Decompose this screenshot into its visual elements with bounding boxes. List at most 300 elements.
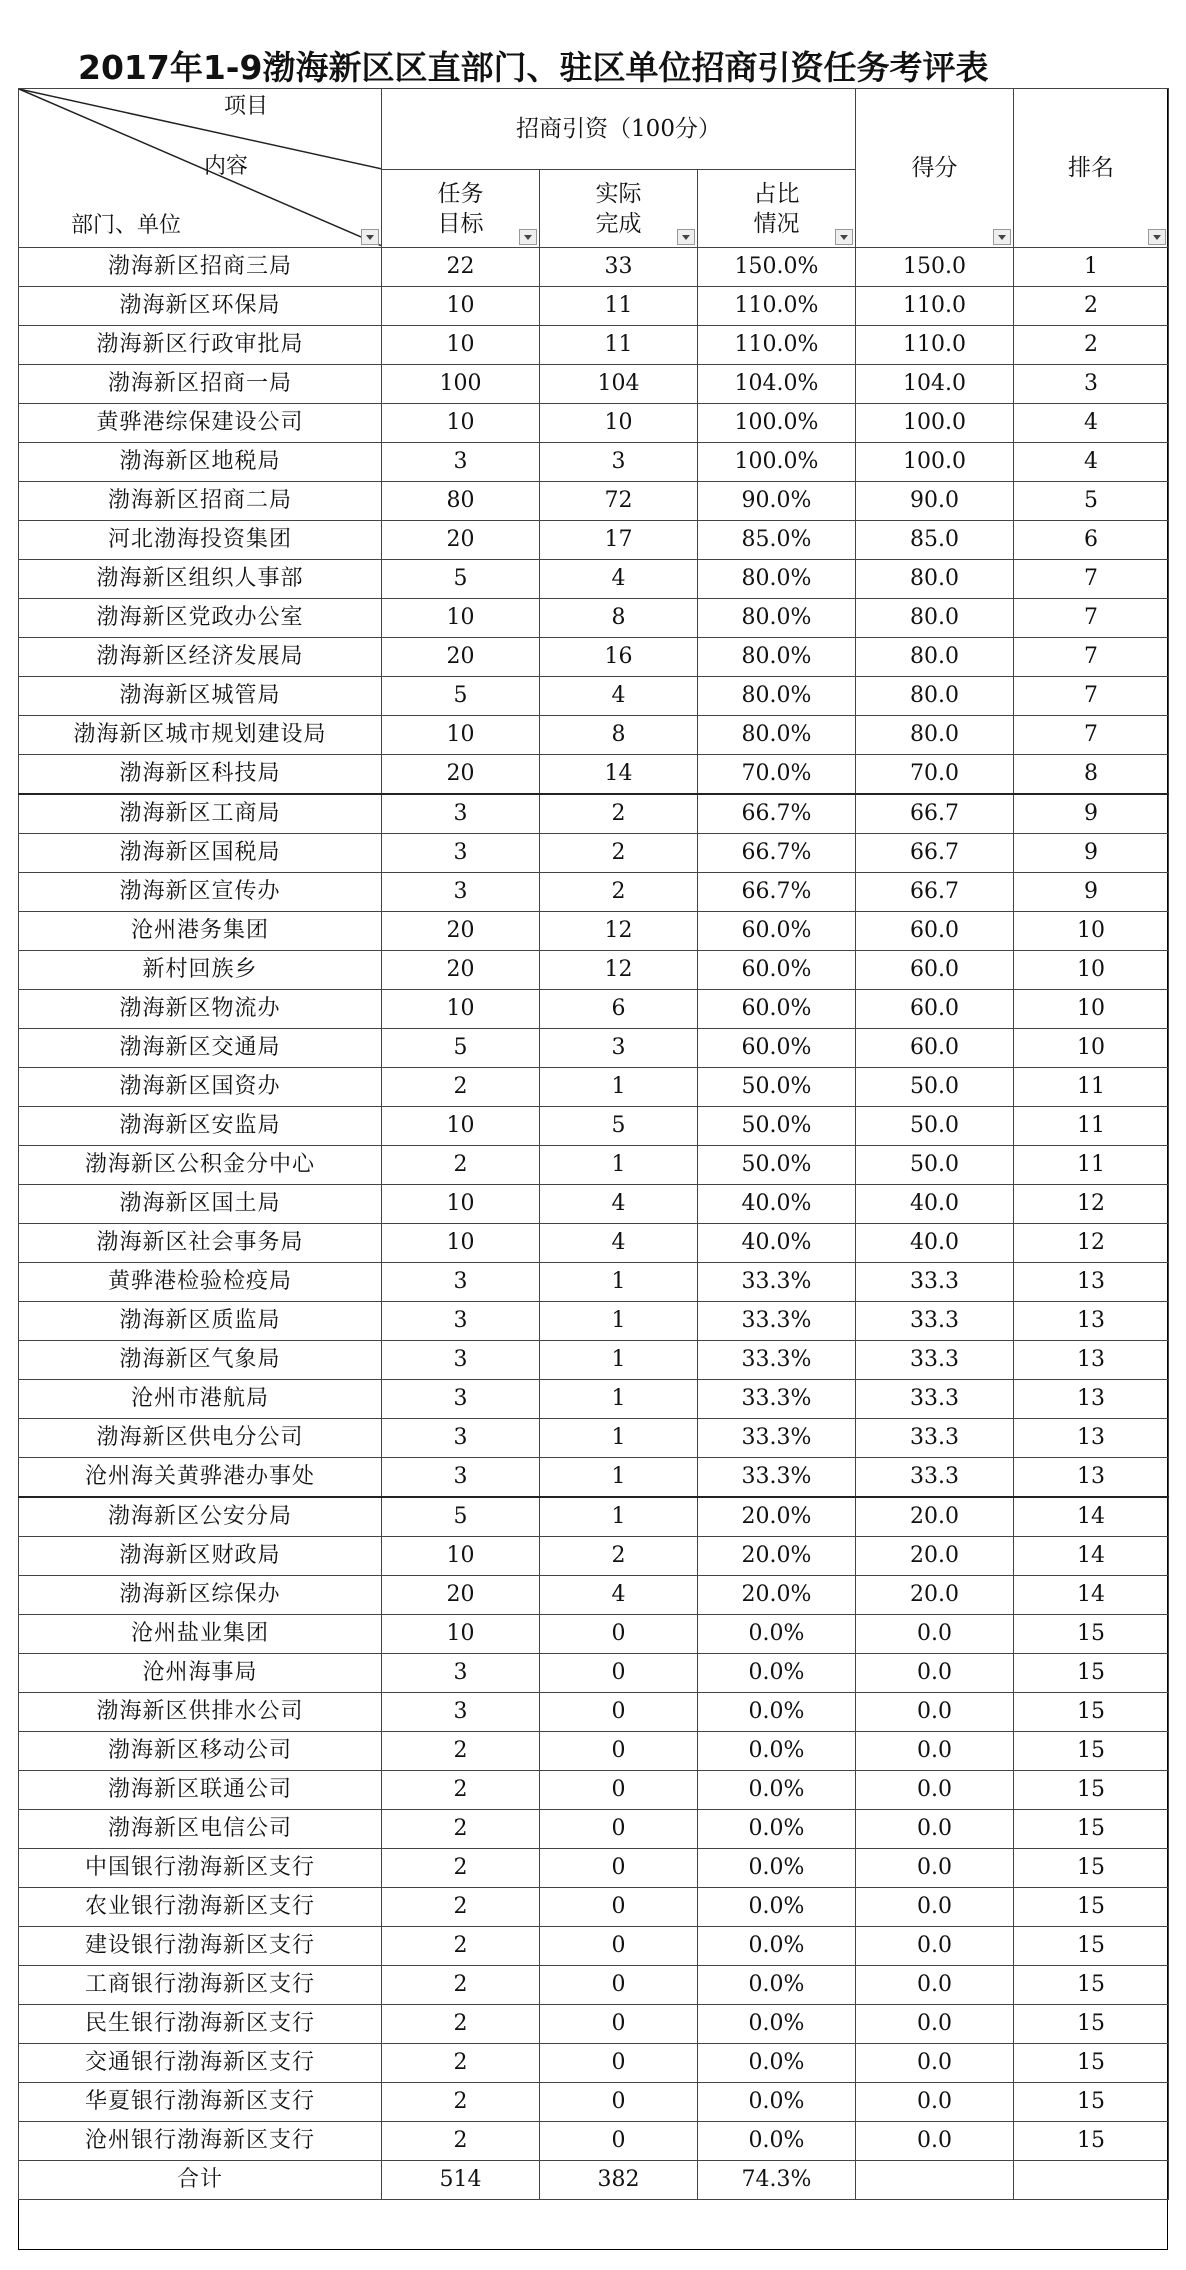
cell-score: 20.0 xyxy=(856,1537,1014,1576)
actual-header: 实际 完成 xyxy=(540,170,698,248)
table-row xyxy=(19,794,1169,834)
table-row xyxy=(19,990,1169,1029)
cell-target: 20 xyxy=(382,912,540,951)
cell-name: 渤海新区移动公司 xyxy=(19,1732,382,1771)
table-row xyxy=(19,1654,1169,1693)
table-row xyxy=(19,1458,1169,1498)
cell-actual: 1 xyxy=(540,1302,698,1341)
cell-actual: 0 xyxy=(540,1927,698,1966)
cell-target: 3 xyxy=(382,1341,540,1380)
table-body xyxy=(19,248,1169,2200)
ratio-header: 占比 情况 xyxy=(698,170,856,248)
cell-name: 渤海新区供电分公司 xyxy=(19,1419,382,1458)
table-row xyxy=(19,1146,1169,1185)
cell-target: 10 xyxy=(382,1224,540,1263)
cell-score: 60.0 xyxy=(856,990,1014,1029)
cell-score: 33.3 xyxy=(856,1341,1014,1380)
cell-score: 66.7 xyxy=(856,794,1014,834)
cell-ratio: 0.0% xyxy=(698,1771,856,1810)
filter-dropdown-icon[interactable] xyxy=(835,229,853,245)
cell-ratio: 0.0% xyxy=(698,1849,856,1888)
cell-rank: 12 xyxy=(1014,1185,1169,1224)
cell-actual: 3 xyxy=(540,1029,698,1068)
cell-actual: 3 xyxy=(540,443,698,482)
cell-name: 渤海新区国税局 xyxy=(19,834,382,873)
cell-target: 2 xyxy=(382,1849,540,1888)
cell-ratio: 0.0% xyxy=(698,1966,856,2005)
cell-target: 3 xyxy=(382,1380,540,1419)
cell-score: 0.0 xyxy=(856,1771,1014,1810)
cell-rank: 13 xyxy=(1014,1380,1169,1419)
total-cell-score xyxy=(856,2161,1014,2200)
cell-name: 华夏银行渤海新区支行 xyxy=(19,2083,382,2122)
cell-score: 50.0 xyxy=(856,1068,1014,1107)
cell-name: 民生银行渤海新区支行 xyxy=(19,2005,382,2044)
cell-rank: 15 xyxy=(1014,1888,1169,1927)
diagonal-header-cell xyxy=(19,89,382,248)
cell-name: 渤海新区城管局 xyxy=(19,677,382,716)
cell-ratio: 33.3% xyxy=(698,1458,856,1498)
cell-score: 60.0 xyxy=(856,912,1014,951)
cell-rank: 13 xyxy=(1014,1419,1169,1458)
cell-score: 104.0 xyxy=(856,365,1014,404)
cell-name: 渤海新区公积金分中心 xyxy=(19,1146,382,1185)
cell-ratio: 110.0% xyxy=(698,287,856,326)
cell-ratio: 60.0% xyxy=(698,912,856,951)
cell-target: 3 xyxy=(382,1263,540,1302)
table-row xyxy=(19,599,1169,638)
cell-score: 0.0 xyxy=(856,2044,1014,2083)
cell-actual: 8 xyxy=(540,716,698,755)
cell-score: 0.0 xyxy=(856,1732,1014,1771)
table-row xyxy=(19,2044,1169,2083)
table-row xyxy=(19,951,1169,990)
cell-ratio: 0.0% xyxy=(698,1927,856,1966)
cell-rank: 2 xyxy=(1014,326,1169,365)
table-row xyxy=(19,1927,1169,1966)
cell-ratio: 20.0% xyxy=(698,1497,856,1537)
cell-name: 渤海新区行政审批局 xyxy=(19,326,382,365)
cell-target: 3 xyxy=(382,1302,540,1341)
cell-score: 90.0 xyxy=(856,482,1014,521)
cell-ratio: 100.0% xyxy=(698,404,856,443)
cell-name: 渤海新区气象局 xyxy=(19,1341,382,1380)
table-row xyxy=(19,716,1169,755)
cell-score: 110.0 xyxy=(856,287,1014,326)
cell-target: 2 xyxy=(382,2005,540,2044)
cell-ratio: 40.0% xyxy=(698,1185,856,1224)
cell-ratio: 60.0% xyxy=(698,951,856,990)
table-row xyxy=(19,1771,1169,1810)
cell-rank: 7 xyxy=(1014,638,1169,677)
cell-actual: 11 xyxy=(540,326,698,365)
cell-target: 10 xyxy=(382,599,540,638)
table-row xyxy=(19,677,1169,716)
cell-ratio: 33.3% xyxy=(698,1419,856,1458)
table-row xyxy=(19,365,1169,404)
cell-rank: 8 xyxy=(1014,755,1169,795)
cell-score: 0.0 xyxy=(856,2122,1014,2161)
cell-ratio: 0.0% xyxy=(698,1732,856,1771)
cell-name: 沧州银行渤海新区支行 xyxy=(19,2122,382,2161)
cell-score: 33.3 xyxy=(856,1419,1014,1458)
cell-target: 20 xyxy=(382,1576,540,1615)
cell-ratio: 0.0% xyxy=(698,2005,856,2044)
cell-ratio: 90.0% xyxy=(698,482,856,521)
filter-dropdown-icon[interactable] xyxy=(519,229,537,245)
cell-name: 渤海新区联通公司 xyxy=(19,1771,382,1810)
cell-name: 沧州港务集团 xyxy=(19,912,382,951)
cell-actual: 10 xyxy=(540,404,698,443)
cell-target: 100 xyxy=(382,365,540,404)
cell-actual: 4 xyxy=(540,1185,698,1224)
cell-actual: 1 xyxy=(540,1068,698,1107)
cell-rank: 15 xyxy=(1014,2005,1169,2044)
cell-actual: 0 xyxy=(540,1810,698,1849)
cell-rank: 15 xyxy=(1014,1732,1169,1771)
cell-target: 10 xyxy=(382,1615,540,1654)
cell-target: 2 xyxy=(382,1068,540,1107)
cell-ratio: 80.0% xyxy=(698,677,856,716)
cell-actual: 2 xyxy=(540,834,698,873)
cell-score: 100.0 xyxy=(856,404,1014,443)
table-row xyxy=(19,1693,1169,1732)
cell-rank: 15 xyxy=(1014,1693,1169,1732)
cell-target: 20 xyxy=(382,755,540,795)
cell-score: 33.3 xyxy=(856,1263,1014,1302)
cell-target: 80 xyxy=(382,482,540,521)
cell-ratio: 33.3% xyxy=(698,1380,856,1419)
cell-actual: 1 xyxy=(540,1341,698,1380)
cell-actual: 4 xyxy=(540,1224,698,1263)
cell-actual: 4 xyxy=(540,677,698,716)
cell-name: 渤海新区供排水公司 xyxy=(19,1693,382,1732)
cell-rank: 7 xyxy=(1014,560,1169,599)
cell-actual: 12 xyxy=(540,912,698,951)
target-header: 任务 目标 xyxy=(382,170,540,248)
cell-target: 10 xyxy=(382,990,540,1029)
cell-rank: 10 xyxy=(1014,1029,1169,1068)
cell-rank: 12 xyxy=(1014,1224,1169,1263)
table-row xyxy=(19,638,1169,677)
cell-ratio: 104.0% xyxy=(698,365,856,404)
cell-actual: 33 xyxy=(540,248,698,287)
cell-actual: 8 xyxy=(540,599,698,638)
cell-target: 10 xyxy=(382,716,540,755)
cell-name: 渤海新区地税局 xyxy=(19,443,382,482)
cell-actual: 1 xyxy=(540,1497,698,1537)
table-row xyxy=(19,404,1169,443)
cell-ratio: 100.0% xyxy=(698,443,856,482)
cell-target: 5 xyxy=(382,1497,540,1537)
cell-rank: 6 xyxy=(1014,521,1169,560)
cell-rank: 11 xyxy=(1014,1107,1169,1146)
cell-rank: 4 xyxy=(1014,404,1169,443)
cell-ratio: 0.0% xyxy=(698,1654,856,1693)
table-row xyxy=(19,287,1169,326)
cell-score: 80.0 xyxy=(856,560,1014,599)
cell-actual: 12 xyxy=(540,951,698,990)
table-row xyxy=(19,1966,1169,2005)
cell-target: 3 xyxy=(382,1419,540,1458)
cell-score: 110.0 xyxy=(856,326,1014,365)
cell-actual: 2 xyxy=(540,794,698,834)
cell-name: 渤海新区科技局 xyxy=(19,755,382,795)
cell-rank: 15 xyxy=(1014,1849,1169,1888)
cell-target: 3 xyxy=(382,794,540,834)
cell-score: 80.0 xyxy=(856,716,1014,755)
cell-target: 2 xyxy=(382,1146,540,1185)
filter-dropdown-icon[interactable] xyxy=(1148,229,1166,245)
total-cell-actual: 382 xyxy=(540,2161,698,2200)
cell-rank: 11 xyxy=(1014,1146,1169,1185)
cell-ratio: 50.0% xyxy=(698,1107,856,1146)
cell-ratio: 60.0% xyxy=(698,990,856,1029)
cell-ratio: 85.0% xyxy=(698,521,856,560)
cell-name: 渤海新区招商三局 xyxy=(19,248,382,287)
cell-score: 85.0 xyxy=(856,521,1014,560)
cell-name: 渤海新区综保办 xyxy=(19,1576,382,1615)
table-row xyxy=(19,560,1169,599)
cell-score: 20.0 xyxy=(856,1497,1014,1537)
cell-target: 3 xyxy=(382,443,540,482)
cell-name: 中国银行渤海新区支行 xyxy=(19,1849,382,1888)
cell-actual: 1 xyxy=(540,1146,698,1185)
cell-target: 10 xyxy=(382,1107,540,1146)
cell-rank: 5 xyxy=(1014,482,1169,521)
cell-score: 40.0 xyxy=(856,1224,1014,1263)
cell-actual: 1 xyxy=(540,1419,698,1458)
cell-rank: 2 xyxy=(1014,287,1169,326)
table-row xyxy=(19,912,1169,951)
cell-score: 50.0 xyxy=(856,1107,1014,1146)
cell-score: 0.0 xyxy=(856,1927,1014,1966)
cell-score: 0.0 xyxy=(856,1966,1014,2005)
table-row xyxy=(19,2122,1169,2161)
cell-rank: 15 xyxy=(1014,1927,1169,1966)
cell-score: 150.0 xyxy=(856,248,1014,287)
content-label: 内容 xyxy=(204,154,249,179)
cell-ratio: 0.0% xyxy=(698,1888,856,1927)
cell-score: 40.0 xyxy=(856,1185,1014,1224)
cell-name: 黄骅港综保建设公司 xyxy=(19,404,382,443)
cell-name: 渤海新区安监局 xyxy=(19,1107,382,1146)
cell-target: 20 xyxy=(382,638,540,677)
cell-name: 沧州市港航局 xyxy=(19,1380,382,1419)
table-row xyxy=(19,1029,1169,1068)
table-row xyxy=(19,443,1169,482)
cell-ratio: 150.0% xyxy=(698,248,856,287)
cell-actual: 0 xyxy=(540,2005,698,2044)
table-row xyxy=(19,755,1169,795)
cell-actual: 4 xyxy=(540,560,698,599)
cell-actual: 1 xyxy=(540,1263,698,1302)
cell-score: 66.7 xyxy=(856,873,1014,912)
cell-target: 10 xyxy=(382,404,540,443)
cell-rank: 15 xyxy=(1014,2044,1169,2083)
cell-rank: 10 xyxy=(1014,990,1169,1029)
cell-ratio: 80.0% xyxy=(698,638,856,677)
cell-rank: 14 xyxy=(1014,1497,1169,1537)
cell-target: 2 xyxy=(382,2122,540,2161)
cell-ratio: 20.0% xyxy=(698,1537,856,1576)
cell-actual: 4 xyxy=(540,1576,698,1615)
cell-target: 2 xyxy=(382,1888,540,1927)
cell-rank: 15 xyxy=(1014,1654,1169,1693)
cell-rank: 3 xyxy=(1014,365,1169,404)
cell-actual: 0 xyxy=(540,1615,698,1654)
cell-name: 渤海新区国土局 xyxy=(19,1185,382,1224)
cell-score: 33.3 xyxy=(856,1458,1014,1498)
cell-actual: 0 xyxy=(540,1966,698,2005)
cell-actual: 0 xyxy=(540,1771,698,1810)
total-cell-ratio: 74.3% xyxy=(698,2161,856,2200)
cell-target: 20 xyxy=(382,951,540,990)
filter-dropdown-icon[interactable] xyxy=(677,229,695,245)
cell-actual: 0 xyxy=(540,1888,698,1927)
cell-ratio: 50.0% xyxy=(698,1146,856,1185)
cell-name: 渤海新区环保局 xyxy=(19,287,382,326)
cell-ratio: 33.3% xyxy=(698,1302,856,1341)
cell-rank: 15 xyxy=(1014,2083,1169,2122)
cell-score: 70.0 xyxy=(856,755,1014,795)
cell-ratio: 50.0% xyxy=(698,1068,856,1107)
cell-name: 渤海新区城市规划建设局 xyxy=(19,716,382,755)
cell-rank: 14 xyxy=(1014,1537,1169,1576)
cell-ratio: 0.0% xyxy=(698,1693,856,1732)
cell-target: 10 xyxy=(382,1185,540,1224)
score-header: 得分 xyxy=(856,89,1014,248)
cell-name: 新村回族乡 xyxy=(19,951,382,990)
cell-name: 渤海新区国资办 xyxy=(19,1068,382,1107)
cell-ratio: 20.0% xyxy=(698,1576,856,1615)
page-title: 2017年1-9渤海新区区直部门、驻区单位招商引资任务考评表 xyxy=(78,48,989,87)
cell-rank: 7 xyxy=(1014,677,1169,716)
cell-ratio: 0.0% xyxy=(698,2122,856,2161)
cell-rank: 15 xyxy=(1014,1810,1169,1849)
filter-dropdown-icon[interactable] xyxy=(993,229,1011,245)
cell-score: 0.0 xyxy=(856,1693,1014,1732)
cell-actual: 1 xyxy=(540,1380,698,1419)
cell-name: 渤海新区财政局 xyxy=(19,1537,382,1576)
cell-score: 80.0 xyxy=(856,638,1014,677)
cell-actual: 5 xyxy=(540,1107,698,1146)
cell-name: 渤海新区招商二局 xyxy=(19,482,382,521)
cell-rank: 15 xyxy=(1014,2122,1169,2161)
cell-score: 50.0 xyxy=(856,1146,1014,1185)
cell-target: 22 xyxy=(382,248,540,287)
cell-rank: 7 xyxy=(1014,716,1169,755)
cell-ratio: 33.3% xyxy=(698,1263,856,1302)
dept-label: 部门、单位 xyxy=(71,213,182,238)
table-row xyxy=(19,521,1169,560)
cell-actual: 0 xyxy=(540,1654,698,1693)
cell-name: 工商银行渤海新区支行 xyxy=(19,1966,382,2005)
cell-name: 渤海新区党政办公室 xyxy=(19,599,382,638)
cell-target: 5 xyxy=(382,560,540,599)
cell-actual: 2 xyxy=(540,1537,698,1576)
cell-score: 20.0 xyxy=(856,1576,1014,1615)
cell-score: 0.0 xyxy=(856,1888,1014,1927)
cell-name: 渤海新区组织人事部 xyxy=(19,560,382,599)
cell-actual: 0 xyxy=(540,1732,698,1771)
cell-score: 80.0 xyxy=(856,599,1014,638)
cell-ratio: 0.0% xyxy=(698,2044,856,2083)
total-row xyxy=(19,2161,1169,2200)
table-row xyxy=(19,834,1169,873)
cell-ratio: 66.7% xyxy=(698,794,856,834)
cell-actual: 104 xyxy=(540,365,698,404)
cell-score: 60.0 xyxy=(856,951,1014,990)
cell-ratio: 66.7% xyxy=(698,873,856,912)
cell-score: 80.0 xyxy=(856,677,1014,716)
cell-name: 渤海新区电信公司 xyxy=(19,1810,382,1849)
cell-target: 2 xyxy=(382,1771,540,1810)
cell-rank: 10 xyxy=(1014,951,1169,990)
table-row xyxy=(19,1224,1169,1263)
cell-score: 0.0 xyxy=(856,2005,1014,2044)
cell-score: 60.0 xyxy=(856,1029,1014,1068)
total-cell-target: 514 xyxy=(382,2161,540,2200)
investment-group-header: 招商引资（100分） xyxy=(382,89,856,170)
cell-ratio: 80.0% xyxy=(698,599,856,638)
cell-target: 2 xyxy=(382,1732,540,1771)
cell-rank: 14 xyxy=(1014,1576,1169,1615)
cell-target: 2 xyxy=(382,2083,540,2122)
table-row xyxy=(19,1888,1169,1927)
cell-score: 0.0 xyxy=(856,1654,1014,1693)
cell-name: 黄骅港检验检疫局 xyxy=(19,1263,382,1302)
cell-name: 交通银行渤海新区支行 xyxy=(19,2044,382,2083)
cell-name: 渤海新区质监局 xyxy=(19,1302,382,1341)
table-row xyxy=(19,1849,1169,1888)
table-row xyxy=(19,1810,1169,1849)
table-row xyxy=(19,1576,1169,1615)
table-row xyxy=(19,1615,1169,1654)
table-row xyxy=(19,1380,1169,1419)
table-row xyxy=(19,1068,1169,1107)
cell-target: 20 xyxy=(382,521,540,560)
cell-ratio: 80.0% xyxy=(698,716,856,755)
cell-rank: 13 xyxy=(1014,1302,1169,1341)
cell-actual: 0 xyxy=(540,1849,698,1888)
filter-dropdown-icon[interactable] xyxy=(361,229,379,245)
cell-name: 渤海新区招商一局 xyxy=(19,365,382,404)
cell-name: 渤海新区物流办 xyxy=(19,990,382,1029)
cell-score: 66.7 xyxy=(856,834,1014,873)
cell-score: 0.0 xyxy=(856,1615,1014,1654)
cell-rank: 11 xyxy=(1014,1068,1169,1107)
cell-target: 5 xyxy=(382,677,540,716)
cell-ratio: 70.0% xyxy=(698,755,856,795)
rank-header: 排名 xyxy=(1014,89,1169,248)
cell-name: 农业银行渤海新区支行 xyxy=(19,1888,382,1927)
cell-score: 0.0 xyxy=(856,1849,1014,1888)
cell-target: 10 xyxy=(382,326,540,365)
evaluation-table xyxy=(18,88,1169,2200)
table-row xyxy=(19,2005,1169,2044)
cell-ratio: 60.0% xyxy=(698,1029,856,1068)
cell-target: 2 xyxy=(382,1927,540,1966)
cell-actual: 2 xyxy=(540,873,698,912)
table-row xyxy=(19,248,1169,287)
cell-rank: 9 xyxy=(1014,794,1169,834)
table-row xyxy=(19,1419,1169,1458)
cell-name: 渤海新区经济发展局 xyxy=(19,638,382,677)
cell-ratio: 66.7% xyxy=(698,834,856,873)
cell-actual: 1 xyxy=(540,1458,698,1498)
item-label: 项目 xyxy=(224,94,269,119)
